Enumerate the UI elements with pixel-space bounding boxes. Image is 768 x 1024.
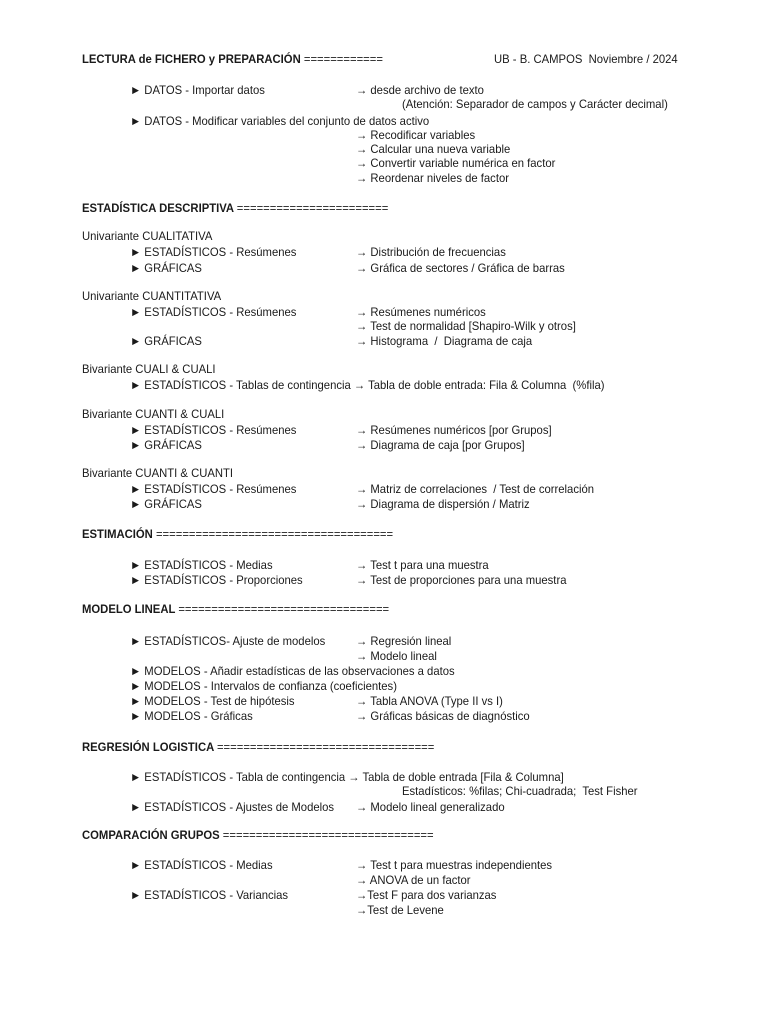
row-left: ► MODELOS - Añadir estadísticas de las observaciones a datos (130, 664, 455, 678)
row-right: → Regresión lineal (356, 634, 452, 648)
row-right: →Test F para dos varianzas (356, 888, 497, 902)
row-full: ► ESTADÍSTICOS - Tablas de contingencia → Tabla de doble entrada: Fila & Columna (%fila) (130, 378, 605, 392)
section-title-modelo-lineal: MODELO LINEAL ================================ (82, 602, 390, 616)
subsection-uni-cuanti: Univariante CUANTITATIVA (82, 289, 222, 303)
row-left: ► GRÁFICAS (130, 438, 202, 452)
section-title-lectura: LECTURA de FICHERO y PREPARACIÓN ============ (82, 52, 383, 66)
datos-modificar: ► DATOS - Modificar variables del conjunto de datos activo (130, 114, 430, 128)
row-left: ► MODELOS - Gráficas (130, 709, 253, 723)
section-title-estimacion: ESTIMACIÓN ==================================== (82, 527, 394, 541)
row-right: → Resúmenes numéricos (356, 305, 486, 319)
row-right: → Test de normalidad [Shapiro-Wilk y otros] (356, 319, 576, 333)
subsection-bi-cuanti-cuali: Bivariante CUANTI & CUALI (82, 407, 225, 421)
subsection-uni-cuali: Univariante CUALITATIVA (82, 229, 213, 243)
row-left: ► MODELOS - Intervalos de confianza (coeficientes) (130, 679, 397, 693)
row-right: → Histograma / Diagrama de caja (356, 334, 533, 348)
row-left: ► ESTADÍSTICOS - Ajustes de Modelos (130, 800, 335, 814)
row-right: → Test t para una muestra (356, 558, 489, 572)
row-right: → Test de proporciones para una muestra (356, 573, 567, 587)
mod-item: → Convertir variable numérica en factor (356, 156, 556, 170)
row-left: ► ESTADÍSTICOS - Proporciones (130, 573, 303, 587)
datos-importar: ► DATOS - Importar datos (130, 83, 265, 97)
datos-importar-note: (Atención: Separador de campos y Carácter decimal) (402, 97, 668, 111)
section-title-comparacion: COMPARACIÓN GRUPOS ================================ (82, 828, 434, 842)
row-right: → Gráficas básicas de diagnóstico (356, 709, 530, 723)
row-right: → Modelo lineal (356, 649, 437, 663)
row-left: ► GRÁFICAS (130, 261, 202, 275)
author-date: UB - B. CAMPOS Noviembre / 2024 (494, 52, 678, 66)
row-left: ► ESTADÍSTICOS - Resúmenes (130, 245, 297, 259)
row-left: ► ESTADÍSTICOS - Resúmenes (130, 423, 297, 437)
row-left: ► ESTADÍSTICOS - Resúmenes (130, 305, 297, 319)
row-left: ► ESTADÍSTICOS - Resúmenes (130, 482, 297, 496)
subsection-bi-cuanti-cuanti: Bivariante CUANTI & CUANTI (82, 466, 234, 480)
row-right: → Matriz de correlaciones / Test de correlación (356, 482, 595, 496)
row-right: → Diagrama de dispersión / Matriz (356, 497, 530, 511)
row-left: ► ESTADÍSTICOS - Medias (130, 858, 273, 872)
row-left: ► ESTADÍSTICOS - Variancias (130, 888, 289, 902)
row-right: → Gráfica de sectores / Gráfica de barras (356, 261, 565, 275)
row-right: → Diagrama de caja [por Grupos] (356, 438, 525, 452)
section-title-descriptiva: ESTADÍSTICA DESCRIPTIVA ======================= (82, 201, 389, 215)
row-left: ► GRÁFICAS (130, 497, 202, 511)
section-title-logistica: REGRESIÓN LOGISTICA ================================= (82, 740, 435, 754)
row-left: ► MODELOS - Test de hipótesis (130, 694, 295, 708)
row-right: → ANOVA de un factor (356, 873, 471, 887)
row-right: →Test de Levene (356, 903, 444, 917)
mod-item: → Calcular una nueva variable (356, 142, 511, 156)
row-right: → Test t para muestras independientes (356, 858, 553, 872)
subsection-bi-cuali-cuali: Bivariante CUALI & CUALI (82, 362, 216, 376)
row-right: → Distribución de frecuencias (356, 245, 506, 259)
row-left: ► ESTADÍSTICOS- Ajuste de modelos (130, 634, 326, 648)
row-right: → Modelo lineal generalizado (356, 800, 505, 814)
row-right: → Tabla ANOVA (Type II vs I) (356, 694, 503, 708)
row-right: → Resúmenes numéricos [por Grupos] (356, 423, 552, 437)
mod-item: → Reordenar niveles de factor (356, 171, 509, 185)
row-note: Estadísticos: %filas; Chi-cuadrada; Test Fisher (402, 784, 638, 798)
row-full: ► ESTADÍSTICOS - Tabla de contingencia → Tabla de doble entrada [Fila & Columna] (130, 770, 564, 784)
datos-importar-arrow: → desde archivo de texto (356, 83, 484, 97)
mod-item: → Recodificar variables (356, 128, 476, 142)
row-left: ► ESTADÍSTICOS - Medias (130, 558, 273, 572)
row-left: ► GRÁFICAS (130, 334, 202, 348)
